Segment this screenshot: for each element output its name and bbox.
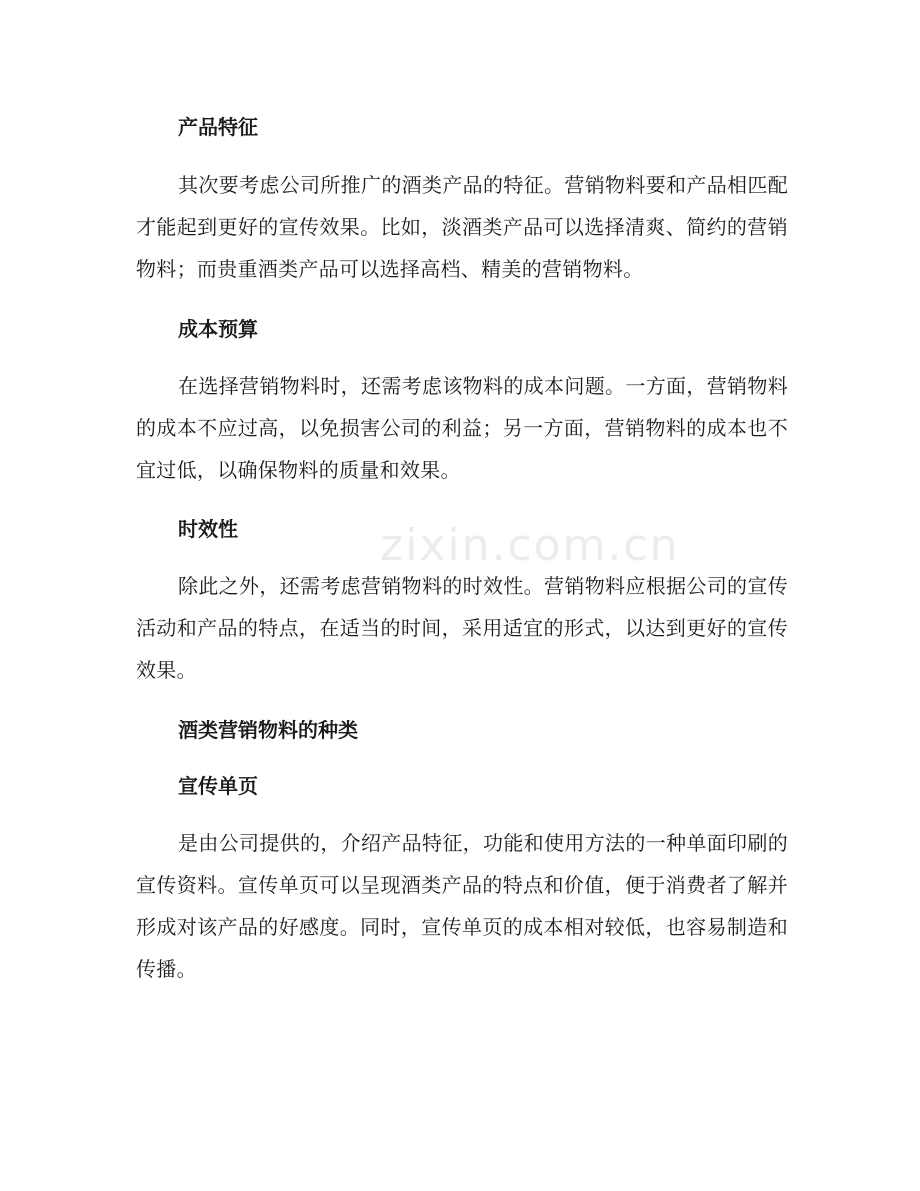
section-heading-leaflet: 宣传单页 [178, 774, 258, 798]
section-heading-timeliness: 时效性 [178, 517, 238, 541]
section-heading-cost-budget: 成本预算 [178, 317, 258, 341]
watermark-text: zixin.com.cn [380, 520, 680, 571]
paragraph-cost-budget: 在选择营销物料时，还需考虑该物料的成本问题。一方面，营销物料的成本不应过高，以免损害公司的利益；另一方面，营销物料的成本也不宜过低，以确保物料的质量和效果。 [136, 374, 788, 482]
paragraph-leaflet: 是由公司提供的，介绍产品特征，功能和使用方法的一种单面印刷的宣传资料。宣传单页可以呈现酒类产品的特点和价值，便于消费者了解并形成对该产品的好感度。同时，宣传单页的成本相对较低，也容易制造和传播。 [136, 831, 788, 981]
section-heading-product-features: 产品特征 [178, 115, 258, 139]
paragraph-timeliness: 除此之外，还需考虑营销物料的时效性。营销物料应根据公司的宣传活动和产品的特点，在适当的时间，采用适宜的形式，以达到更好的宣传效果。 [136, 574, 788, 682]
paragraph-product-features: 其次要考虑公司所推广的酒类产品的特征。营销物料要和产品相匹配才能起到更好的宣传效果。比如，淡酒类产品可以选择清爽、简约的营销物料；而贵重酒类产品可以选择高档、精美的营销物料。 [136, 173, 788, 281]
section-heading-material-types: 酒类营销物料的种类 [178, 718, 358, 742]
